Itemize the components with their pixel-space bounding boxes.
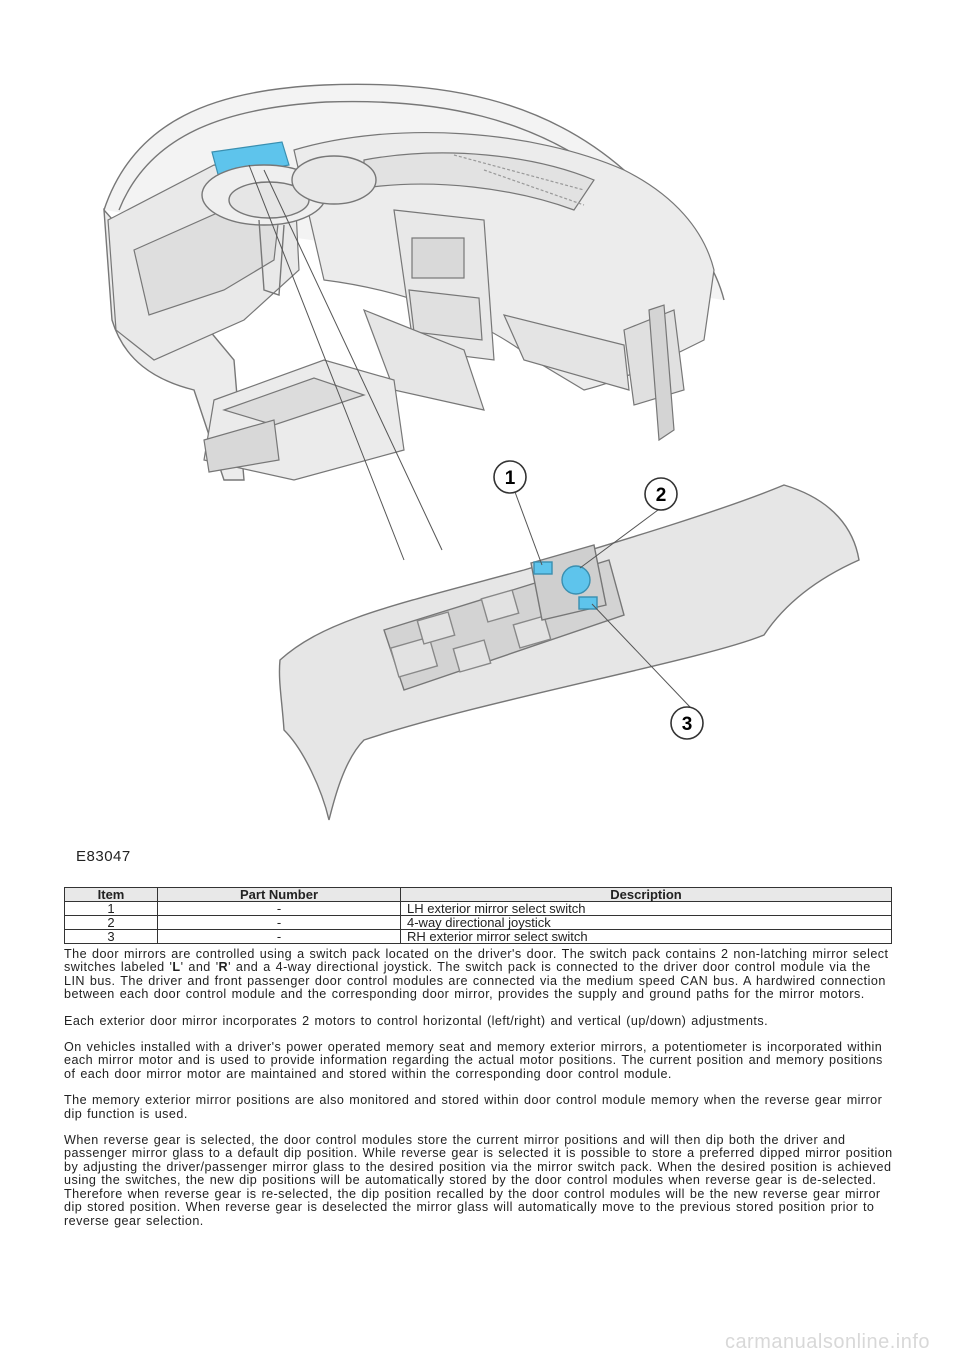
cell-part: - bbox=[158, 902, 401, 916]
callout-3 bbox=[671, 707, 703, 739]
p1-text-b: ' and ' bbox=[180, 960, 219, 975]
lh-select-switch-highlight bbox=[534, 562, 552, 574]
label-l: L bbox=[172, 960, 181, 975]
illustration bbox=[64, 60, 896, 870]
svg-text:1: 1 bbox=[504, 468, 516, 489]
figure-id: E83047 bbox=[76, 848, 131, 865]
cell-item: 3 bbox=[65, 930, 158, 944]
table-row bbox=[65, 902, 892, 916]
cell-part: - bbox=[158, 930, 401, 944]
header-description: Description bbox=[401, 888, 892, 902]
cell-item: 2 bbox=[65, 916, 158, 930]
table-row bbox=[65, 930, 892, 944]
callout-2 bbox=[645, 478, 677, 510]
paragraph-3: On vehicles installed with a driver's power operated memory seat and memory exterior mirrors, a potentiometer is incorporated within each mirror motor and is used to provide information regarding the actual motor positions. The current position and memory positions of each door mirror motor are maintained and stored within the corresponding door control module. bbox=[64, 1040, 883, 1081]
paragraph-5: When reverse gear is selected, the door control modules store the current mirror positions and will then dip both the driver and passenger mirror glass to a default dip position. While reverse gear is selected it is possible to store a preferred dipped mirror position by adjusting the driver/passenger mirror glass to the desired position via the mirror switch pack. When the desired position is achieved using the switches, the new dip positions will be automatically stored by the door control modules when reverse gear is de-selected. Therefore when reverse gear is re-selected, the dip position recalled by the door control modules will be the new reverse gear mirror dip stored position. When reverse gear is deselected the mirror glass will automatically move to the previous stored position prior to reverse gear selection. bbox=[64, 1133, 893, 1228]
callout-1 bbox=[494, 461, 526, 493]
svg-text:2: 2 bbox=[655, 485, 667, 506]
paragraph-2: Each exterior door mirror incorporates 2 motors to control horizontal (left/right) and vertical (up/down) adjustments. bbox=[64, 1013, 769, 1028]
cell-item: 1 bbox=[65, 902, 158, 916]
parts-table bbox=[64, 887, 892, 944]
p1-text-a: The door mirrors are controlled using a switch pack located on the driver's door. The switch pack contains 2 non-latching mirror select switches labeled ' bbox=[64, 947, 889, 975]
table-header-row bbox=[65, 888, 892, 902]
table-row bbox=[65, 916, 892, 930]
rh-select-switch-highlight bbox=[579, 597, 597, 609]
p1-text-c: ' and a 4-way directional joystick. The switch pack is connected to the driver door control module via the LIN bus. The driver and front passenger door control modules are connected via the medium speed CAN bus. A hardwired connection between each door control module and the corresponding door mirror, provides the supply and ground paths for the mirror motors. bbox=[64, 960, 886, 1002]
header-part-number: Part Number bbox=[158, 888, 401, 902]
cell-desc: 4-way directional joystick bbox=[401, 916, 892, 930]
paragraph-4: The memory exterior mirror positions are also monitored and stored within door control module memory when the reverse gear mirror dip function is used. bbox=[64, 1093, 883, 1121]
joystick-highlight bbox=[562, 566, 590, 594]
cell-desc: RH exterior mirror select switch bbox=[401, 930, 892, 944]
switch-pack-detail bbox=[279, 485, 859, 820]
svg-text:3: 3 bbox=[681, 714, 693, 735]
cell-part: - bbox=[158, 916, 401, 930]
cell-desc: LH exterior mirror select switch bbox=[401, 902, 892, 916]
paragraph-1 bbox=[64, 948, 894, 1002]
header-item: Item bbox=[65, 888, 158, 902]
label-r: R bbox=[218, 960, 229, 975]
body-text bbox=[64, 948, 894, 1241]
watermark: carmanualsonline.info bbox=[724, 1331, 930, 1353]
